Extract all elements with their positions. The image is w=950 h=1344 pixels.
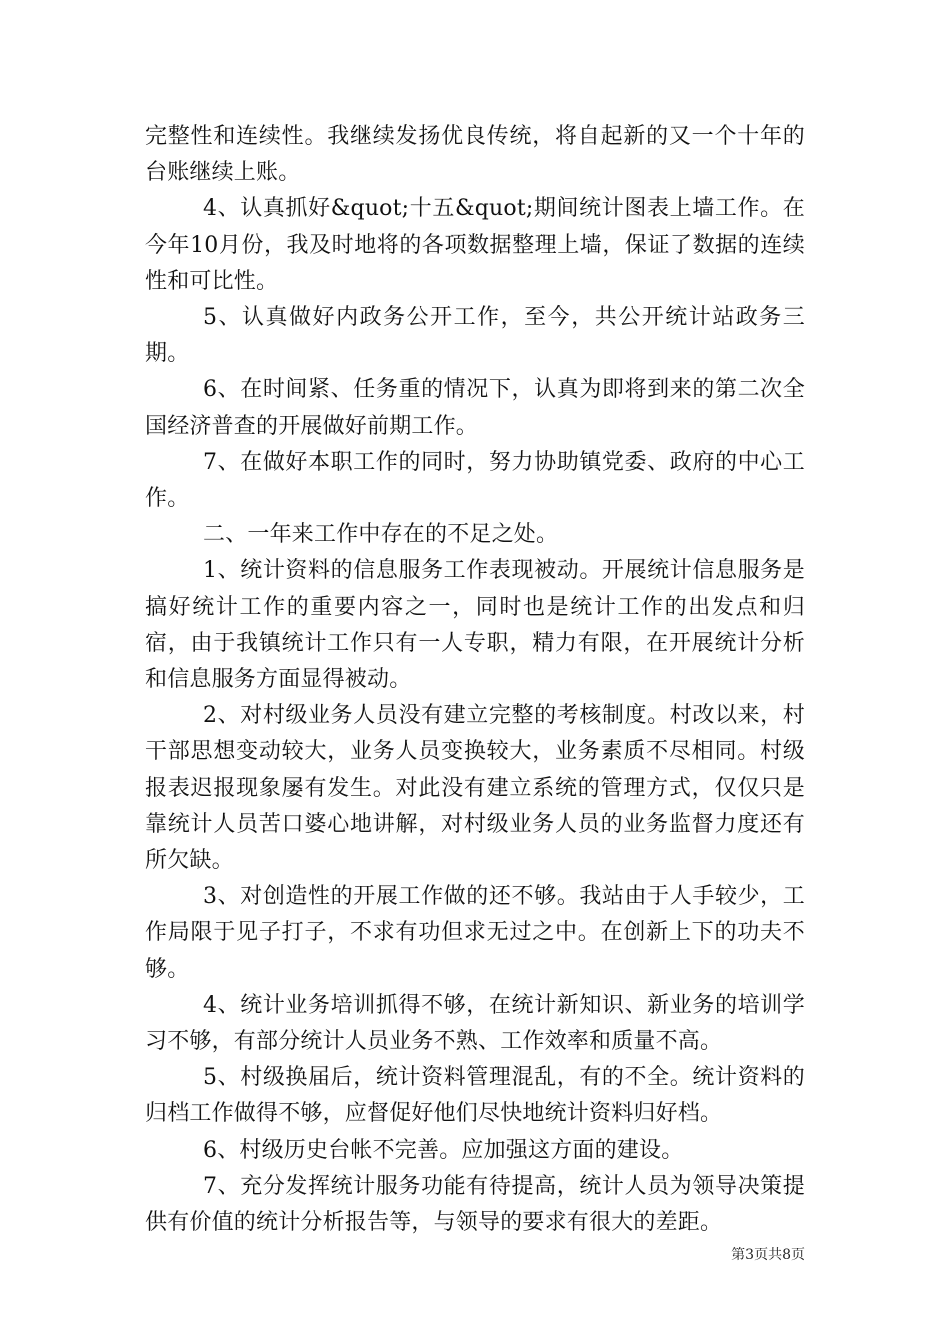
document-body xyxy=(145,119,805,1241)
paragraph-item-5: 5、认真做好内政务公开工作，至今，共公开统计站政务三期。 xyxy=(145,305,805,367)
paragraph-continuation: 完整性和连续性。我继续发扬优良传统，将自起新的又一个十年的台账继续上账。 xyxy=(145,124,805,186)
shortcoming-item-3: 3、对创造性的开展工作做的还不够。我站由于人手较少，工作局限于见子打子，不求有功但求无过之中。在创新上下的功夫不够。 xyxy=(145,884,805,982)
paragraph-item-6: 6、在时间紧、任务重的情况下，认真为即将到来的第二次全国经济普查的开展做好前期工作。 xyxy=(145,377,805,439)
shortcoming-item-2: 2、对村级业务人员没有建立完整的考核制度。村改以来，村干部思想变动较大，业务人员变换较大，业务素质不尽相同。村级报表迟报现象屡有发生。对此没有建立系统的管理方式，仅仅只是靠统计人员苦口婆心地讲解，对村级业务人员的业务监督力度还有所欠缺。 xyxy=(145,703,805,874)
page-number-indicator: 第3页共8页 xyxy=(731,1247,805,1263)
shortcoming-item-6: 6、村级历史台帐不完善。应加强这方面的建设。 xyxy=(203,1137,684,1163)
paragraph-item-7: 7、在做好本职工作的同时，努力协助镇党委、政府的中心工作。 xyxy=(145,449,805,512)
paragraph-item-4: 4、认真抓好&quot;十五&quot;期间统计图表上墙工作。在今年10月份，我及时地将的各项数据整理上墙，保证了数据的连续性和可比性。 xyxy=(145,196,805,294)
shortcoming-item-1: 1、统计资料的信息服务工作表现被动。开展统计信息服务是搞好统计工作的重要内容之一，同时也是统计工作的出发点和归宿，由于我镇统计工作只有一人专职，精力有限，在开展统计分析和信息服务方面显得被动。 xyxy=(145,558,805,693)
shortcoming-item-4: 4、统计业务培训抓得不够，在统计新知识、新业务的培训学习不够，有部分统计人员业务不熟、工作效率和质量不高。 xyxy=(145,992,805,1055)
shortcoming-item-7: 7、充分发挥统计服务功能有待提高，统计人员为领导决策提供有价值的统计分析报告等，与领导的要求有很大的差距。 xyxy=(145,1173,805,1236)
shortcoming-item-5: 5、村级换届后，统计资料管理混乱，有的不全。统计资料的归档工作做得不够，应督促好他们尽快地统计资料归好档。 xyxy=(145,1065,805,1127)
section-heading-shortcomings: 二、一年来工作中存在的不足之处。 xyxy=(203,522,559,548)
